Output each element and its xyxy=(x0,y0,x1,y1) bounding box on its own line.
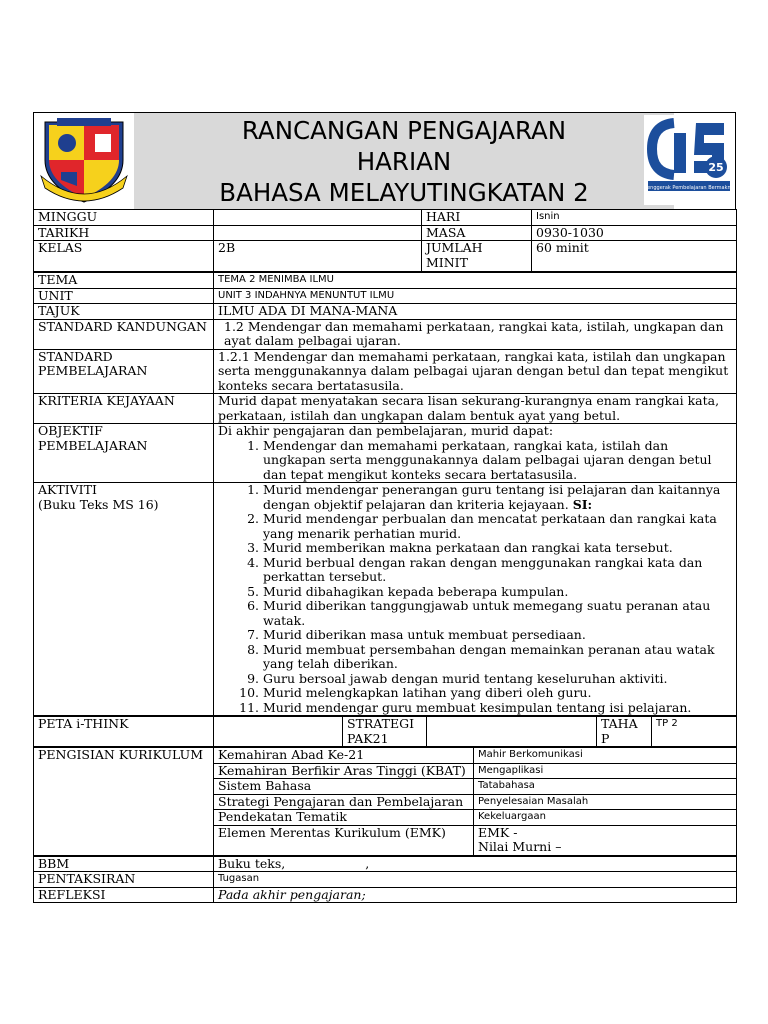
strategi-pdp-value: Penyelesaian Masalah xyxy=(474,794,737,810)
standard-kandungan-value: 1.2 Mendengar dan memahami perkataan, rangkai kata, istilah, ungkapan dan ayat dalam pelbagai ujaran. xyxy=(214,319,737,349)
aktiviti-item: 6. Murid diberikan tanggungjawab untuk memegang suatu peranan atau watak. xyxy=(263,599,732,628)
lesson-plan-page xyxy=(33,112,736,903)
title-line-2: HARIAN xyxy=(356,147,452,176)
tahap-value: TP 2 xyxy=(652,717,737,747)
sistem-bahasa-label: Sistem Bahasa xyxy=(214,779,474,795)
logo-25-text: 25 xyxy=(708,161,724,174)
aktiviti-label-cell xyxy=(34,483,214,716)
objektif-list xyxy=(218,439,732,483)
title-line-1: RANCANGAN PENGAJARAN xyxy=(241,116,567,145)
aktiviti-item: 9. Guru bersoal jawab dengan murid tentang keseluruhan aktiviti. xyxy=(263,672,732,687)
tahap-label: TAHA P xyxy=(597,717,652,747)
bbm-cell xyxy=(214,856,737,872)
kriteria-kejayaan-value: Murid dapat menyatakan secara lisan sekurang-kurangnya enam rangkai kata, perkataan, istilah dan ungkapan dalam bentuk ayat yang betul. xyxy=(214,394,737,424)
kbat-value: Mengaplikasi xyxy=(474,763,737,779)
jumlah-minit-label: JUMLAH MINIT xyxy=(422,241,532,272)
main-table xyxy=(33,272,737,716)
kriteria-kejayaan-label: KRITERIA KEJAYAAN xyxy=(34,394,214,424)
sistem-bahasa-value: Tatabahasa xyxy=(474,779,737,795)
standard-kandungan-label: STANDARD KANDUNGAN xyxy=(34,319,214,349)
si-marker: SI: xyxy=(572,496,593,512)
tarikh-value xyxy=(214,225,422,241)
transformasi-25-logo xyxy=(644,115,734,205)
aktiviti-cell xyxy=(214,483,737,716)
jumlah-minit-value: 60 minit xyxy=(532,241,737,272)
objektif-cell xyxy=(214,424,737,483)
pendekatan-tematik-label: Pendekatan Tematik xyxy=(214,810,474,826)
aktiviti-item: 3. Murid memberikan makna perkataan dan rangkai kata tersebut. xyxy=(263,541,732,556)
document-title xyxy=(134,115,674,208)
pentaksiran-label: PENTAKSIRAN xyxy=(34,872,214,888)
aktiviti-list xyxy=(218,483,732,715)
bbm-label: BBM xyxy=(34,856,214,872)
kelas-label: KELAS xyxy=(34,241,214,272)
peta-ithink-value xyxy=(214,717,343,747)
aktiviti-item: 2. Murid mendengar perbualan dan mencatat perkataan dan rangkai kata yang menarik perhatian murid. xyxy=(263,512,732,541)
emk-label: Elemen Merentas Kurikulum (EMK) xyxy=(214,825,474,855)
emk-cell xyxy=(474,825,737,855)
kbat-label: Kemahiran Berfikir Aras Tinggi (KBAT) xyxy=(214,763,474,779)
aktiviti-item: 7. Murid diberikan masa untuk membuat persediaan. xyxy=(263,628,732,643)
aktiviti-item: 8. Murid membuat persembahan dengan memainkan peranan atau watak yang telah diberikan. xyxy=(263,643,732,672)
tarikh-label: TARIKH xyxy=(34,225,214,241)
strategi-pak21-value xyxy=(427,717,597,747)
title-line-3: BAHASA MELAYUTINGKATAN 2 xyxy=(219,178,589,207)
bbm-value-2: , xyxy=(365,855,370,871)
school-crest-logo xyxy=(37,116,131,206)
aktiviti-label: AKTIVITI xyxy=(38,482,97,497)
abad21-value: Mahir Berkomunikasi xyxy=(474,748,737,764)
pengisian-kurikulum-label: PENGISIAN KURIKULUM xyxy=(34,748,214,856)
aktiviti-item xyxy=(263,483,732,512)
pendekatan-tematik-value: Kekeluargaan xyxy=(474,810,737,826)
strategi-pdp-label: Strategi Pengajaran dan Pembelajaran xyxy=(214,794,474,810)
emk-value: EMK - xyxy=(478,824,518,840)
objektif-item: 1. Mendengar dan memahami perkataan, rangkai kata, istilah dan ungkapan serta menggunakannya dalam pelbagai ujaran dengan betul dan tepat mengikut konteks secara bertatasusila. xyxy=(263,439,732,483)
peta-table xyxy=(33,716,737,747)
peta-ithink-label: PETA i-THINK xyxy=(34,717,214,747)
kurikulum-table xyxy=(33,747,737,856)
objektif-intro: Di akhir pengajaran dan pembelajaran, murid dapat: xyxy=(218,423,554,438)
hari-value: Isnin xyxy=(532,210,737,226)
strategi-pak21-label: STRATEGI PAK21 xyxy=(343,717,427,747)
tajuk-value: ILMU ADA DI MANA-MANA xyxy=(214,304,737,320)
aktiviti-item: 4. Murid berbual dengan rakan dengan menggunakan rangkai kata dan perkattan tersebut. xyxy=(263,556,732,585)
abad21-label: Kemahiran Abad Ke-21 xyxy=(214,748,474,764)
unit-label: UNIT xyxy=(34,288,214,304)
unit-value: UNIT 3 INDAHNYA MENUNTUT ILMU xyxy=(214,288,737,304)
bbm-value: Buku teks, xyxy=(218,855,286,871)
pentaksiran-value: Tugasan xyxy=(214,872,737,888)
tema-label: TEMA xyxy=(34,273,214,289)
refleksi-label: REFLEKSI xyxy=(34,887,214,903)
info-table xyxy=(33,209,737,272)
aktiviti-item: 5. Murid dibahagikan kepada beberapa kumpulan. xyxy=(263,585,732,600)
aktiviti-item: 11. Murid mendengar guru membuat kesimpulan tentang isi pelajaran. xyxy=(263,701,732,716)
document-header xyxy=(33,112,736,209)
tema-value: TEMA 2 MENIMBA ILMU xyxy=(214,273,737,289)
standard-pembelajaran-value: 1.2.1 Mendengar dan memahami perkataan, rangkai kata, istilah dan ungkapan serta menggunakannya dalam pelbagai ujaran dengan betul dan tepat mengikut konteks secara bertatasusila. xyxy=(214,349,737,394)
masa-value: 0930-1030 xyxy=(532,225,737,241)
logo-caption: Penggerak Pembelajaran Bermakna xyxy=(644,185,734,191)
nilai-murni-value: Nilai Murni – xyxy=(478,839,562,854)
minggu-label: MINGGU xyxy=(34,210,214,226)
aktiviti-sublabel: (Buku Teks MS 16) xyxy=(38,496,159,512)
aktiviti-item-text: Murid mendengar penerangan guru tentang isi pelajaran dan kaitannya dengan objektif pelajaran dan kriteria kejayaan. xyxy=(263,482,721,512)
bottom-table xyxy=(33,856,737,904)
hari-label: HARI xyxy=(422,210,532,226)
standard-pembelajaran-label: STANDARD PEMBELAJARAN xyxy=(34,349,214,394)
objektif-label: OBJEKTIF PEMBELAJARAN xyxy=(34,424,214,483)
aktiviti-item: 10. Murid melengkapkan latihan yang diberi oleh guru. xyxy=(263,686,732,701)
kelas-value: 2B xyxy=(214,241,422,272)
tajuk-label: TAJUK xyxy=(34,304,214,320)
refleksi-value: Pada akhir pengajaran; xyxy=(214,887,737,903)
masa-label: MASA xyxy=(422,225,532,241)
minggu-value xyxy=(214,210,422,226)
